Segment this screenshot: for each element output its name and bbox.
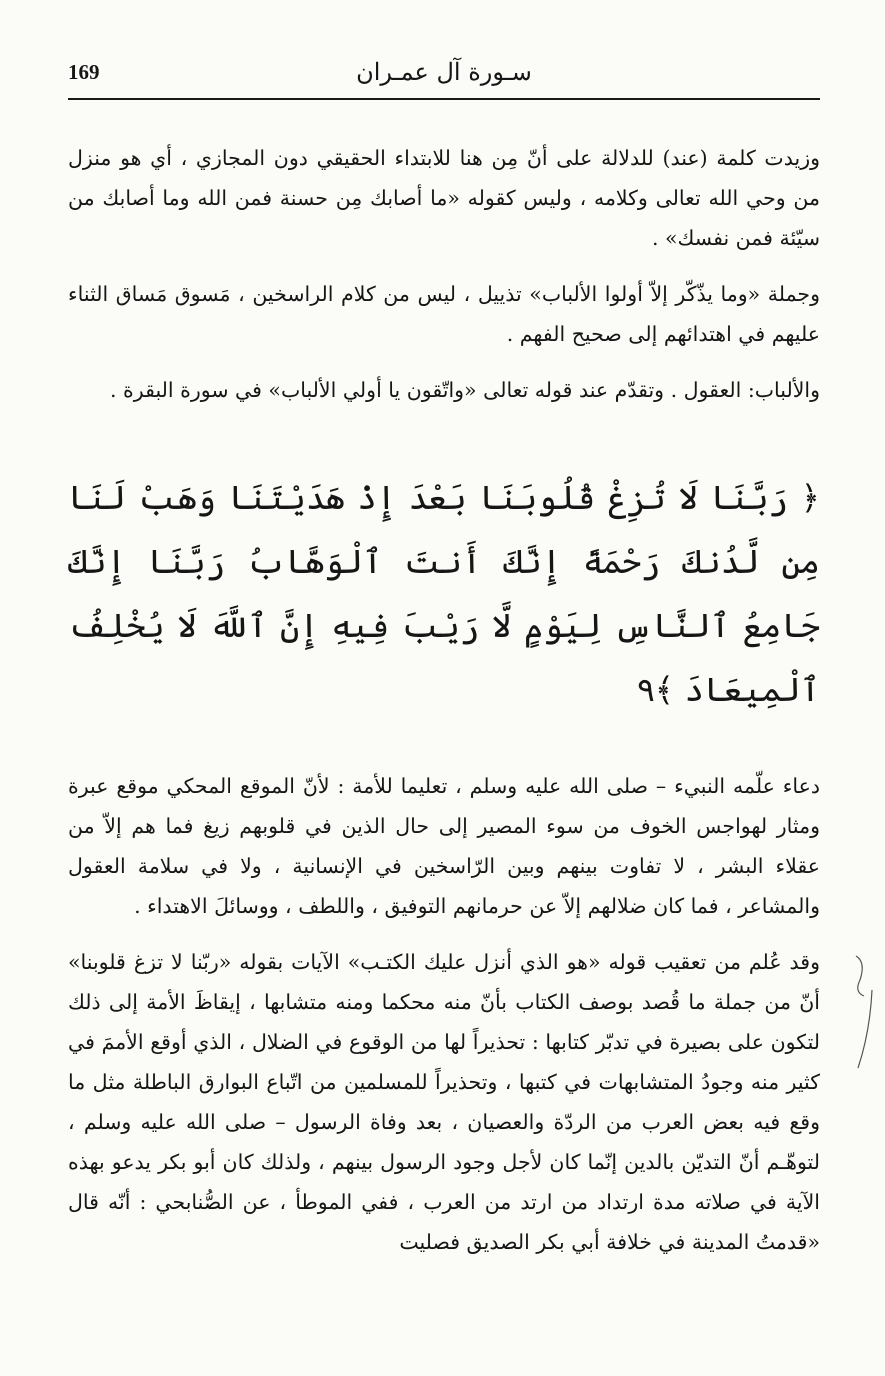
- paragraph: والألباب: العقول . وتقدّم عند قوله تعالى «واتّقون يا أولي الألباب» في سورة البقرة .: [109, 378, 820, 402]
- paragraph: وزيدت كلمة (عند) للدلالة على أنّ مِن هنا للابتداء الحقيقي دون المجازي ، أي هو منزل من وحي الله تعالى وكلامه ، وليس كقوله «ما أصابك مِن حسنة فمن الله وما أصابك من سيّئة فمن نفسك» .: [68, 146, 820, 250]
- surah-title: سـورة آل عمـران: [356, 58, 532, 86]
- verse-number: ٩: [637, 670, 655, 709]
- verse-open-ornament: ﴿: [800, 478, 820, 517]
- paragraph: وجملة «وما يذّكّر إلاّ أولوا الألباب» تذييل ، ليس من كلام الراسخين ، مَسوق مَساق الثناء عليهم في اهتدائهم إلى صحيح الفهم .: [68, 282, 820, 346]
- quran-verse: [68, 466, 820, 722]
- verse-text: رَبَّنَا لَا تُزِغْ قُلُوبَنَا بَعْدَ إِذْ هَدَيْتَنَا وَهَبْ لَنَا مِن لَّدُنكَ رَحْمَةً إِنَّكَ أَنتَ ٱلْوَهَّابُ رَبَّنَا إِنَّكَ جَامِعُ ٱلنَّاسِ لِيَوْمٍ لَّا رَيْبَ فِيهِ إِنَّ ٱللَّهَ لَا يُخْلِفُ ٱلْمِيعَادَ: [68, 478, 820, 709]
- verse-close-ornament: ﴾: [654, 670, 675, 709]
- commentary-paragraph: دعاء علّمه النبيء – صلى الله عليه وسلم ، تعليما للأمة : لأنّ الموقع المحكي موقع عبرة ومثار لهواجس الخوف من سوء المصير إلى حال الذين في قلوبهم زيغ فما هم إلاّ من عقلاء البشر ، لا تفاوت بينهم وبين الرّاسخين في الإنسانية ، ولا في سلامة العقول والمشاعر ، فما كان ضلالهم إلاّ عن حرمانهم التوفيق ، واللطف ، ووسائلَ الاهتداء .: [68, 774, 820, 918]
- page-content: [68, 138, 820, 1278]
- page-header: [68, 58, 820, 100]
- margin-pencil-mark: [852, 952, 876, 1072]
- page-number: 169: [68, 60, 100, 84]
- commentary-paragraph: وقد عُلم من تعقيب قوله «هو الذي أنزل عليك الكتـب» الآيات بقوله «ربّنا لا تزغ قلوبنا» أنّ من جملة ما قُصد بوصف الكتاب بأنّ منه محكما ومنه متشابها ، إيقاظَ الأمة إلى ذلك لتكون على بصيرة في تدبّر كتابها : تحذيراً لها من الوقوع في الضلال ، الذي أوقع الأممَ في كثير منه وجودُ المتشابهات في كتبها ، وتحذيراً للمسلمين من اتّباع البوارق الباطلة مثل ما وقع فيه بعض العرب من الردّة والعصيان ، بعد وفاة الرسول – صلى الله عليه وسلم ، لتوهّـم أنّ التديّن بالدين إنّما كان لأجل وجود الرسول بينهم ، ولذلك كان أبو بكر يدعو بهذه الآية في صلاته مدة ارتداد من ارتد من العرب ، ففي الموطأ ، عن الصُّنابحي : أنّه قال «قدمتُ المدينة في خلافة أبي بكر الصديق فصليت: [68, 950, 820, 1254]
